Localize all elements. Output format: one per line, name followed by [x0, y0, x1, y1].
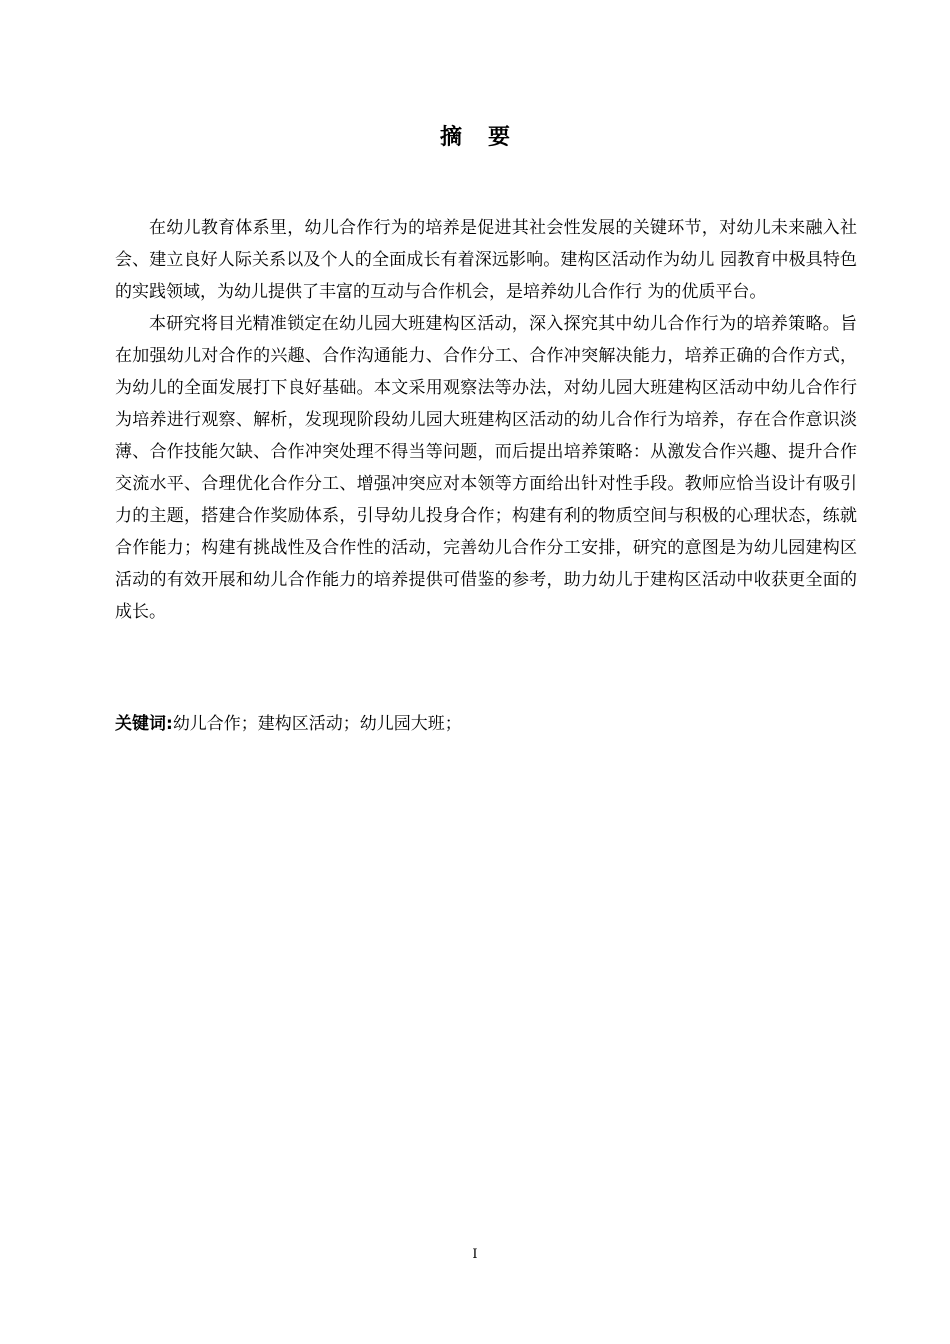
keywords-line [115, 708, 857, 740]
abstract-body [115, 212, 857, 628]
page-number: I [472, 1247, 478, 1262]
abstract-paragraph-2: 本研究将目光精准锁定在幼儿园大班建构区活动，深入探究其中幼儿合作行为的培养策略。旨在加强幼儿对合作的兴趣、合作沟通能力、合作分工、合作冲突解决能力，培养正确的合作方式，为幼儿的全面发展打下良好基础。本文采用观察法等办法，对幼儿园大班建构区活动中幼儿合作行为培养进行观察、解析，发现现阶段幼儿园大班建构区活动的幼儿合作行为培养，存在合作意识淡薄、合作技能欠缺、合作冲突处理不得当等问题，而后提出培养策略：从激发合作兴趣、提升合作交流水平、合理优化合作分工、增强冲突应对本领等方面给出针对性手段。教师应恰当设计有吸引力的主题，搭建合作奖励体系，引导幼儿投身合作；构建有利的物质空间与积极的心理状态，练就合作能力；构建有挑战性及合作性的活动，完善幼儿合作分工安排，研究的意图是为幼儿园建构区活动的有效开展和幼儿合作能力的培养提供可借鉴的参考，助力幼儿于建构区活动中收获更全面的成长。 [115, 314, 857, 622]
abstract-paragraph-1: 在幼儿教育体系里，幼儿合作行为的培养是促进其社会性发展的关键环节，对幼儿未来融入社会、建立良好人际关系以及个人的全面成长有着深远影响。建构区活动作为幼儿 园教育中极具特色的实践领域，为幼儿提供了丰富的互动与合作机会，是培养幼儿合作行 为的优质平台。 [115, 218, 857, 302]
keywords-label: 关键词: [115, 714, 173, 734]
page-title: 摘要 [439, 125, 536, 150]
keywords-text: 幼儿合作；建构区活动；幼儿园大班； [172, 714, 462, 734]
